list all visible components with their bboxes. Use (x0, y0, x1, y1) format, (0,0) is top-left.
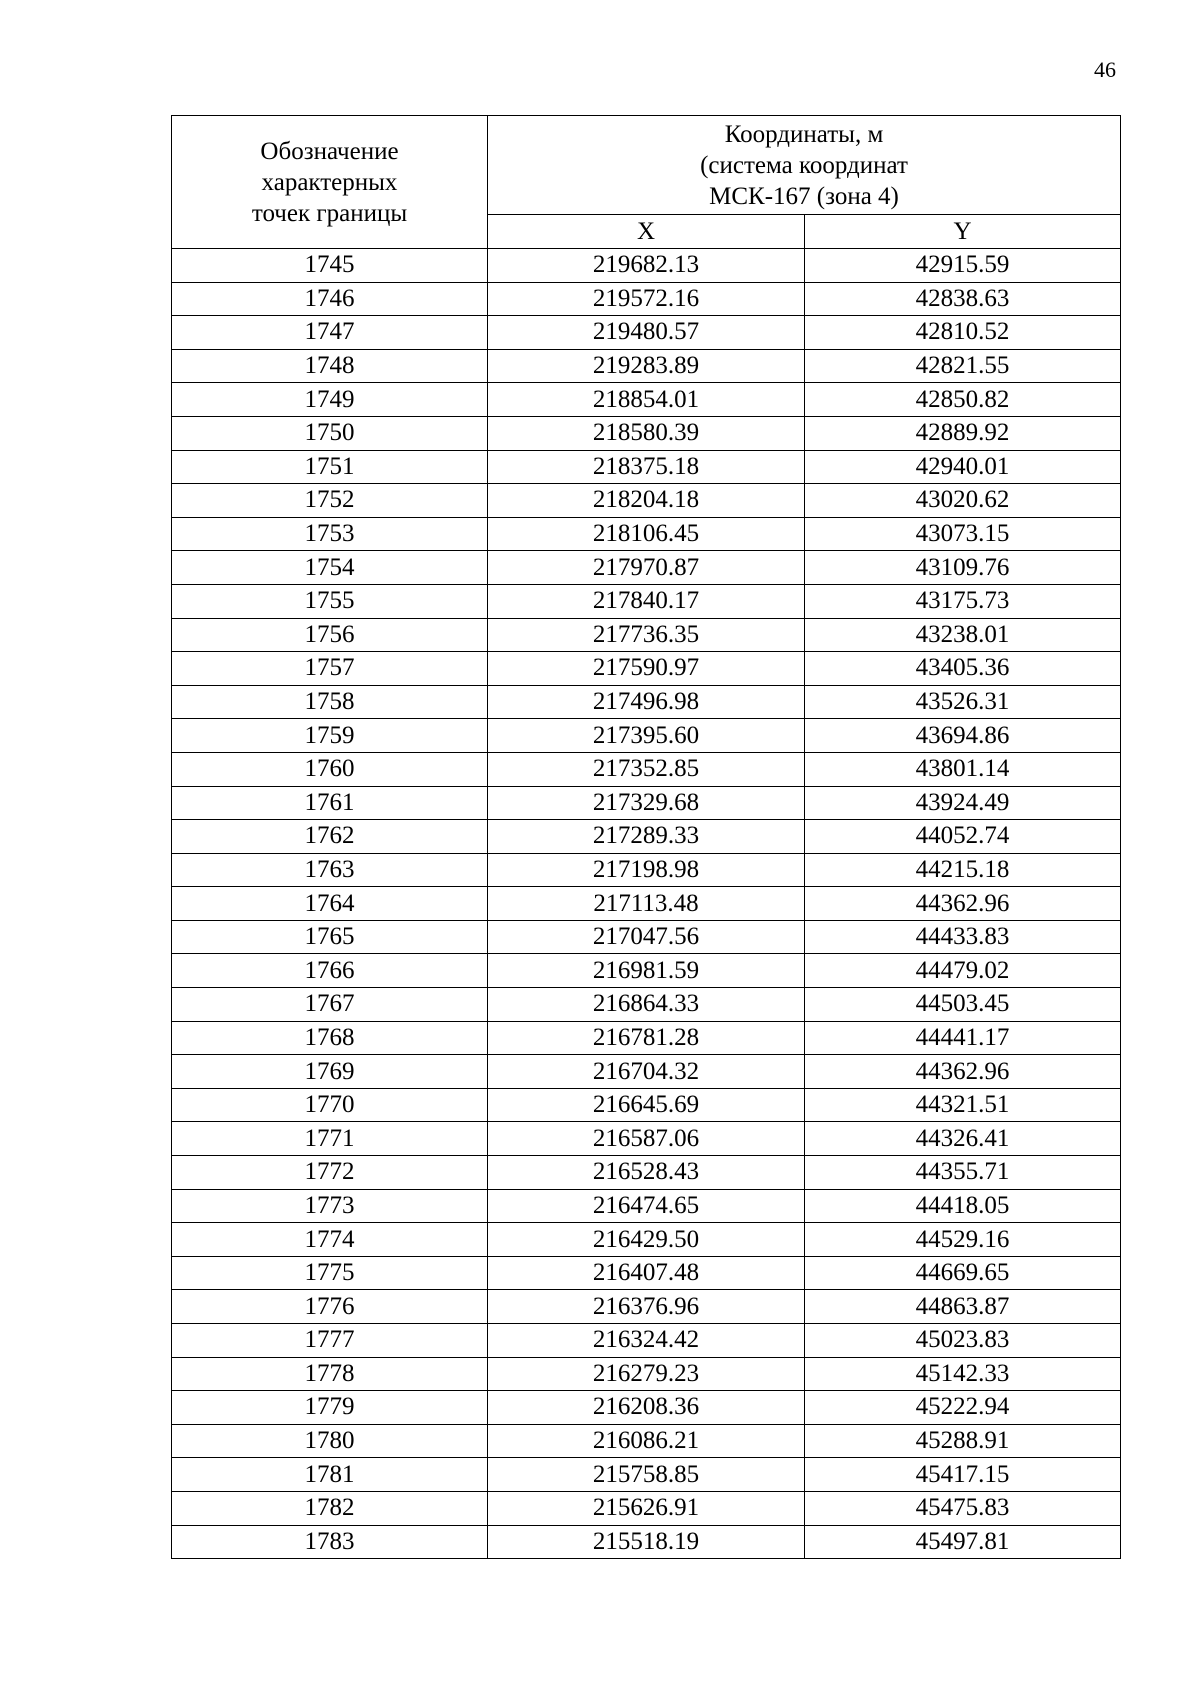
table-row (172, 988, 1121, 1022)
point-id-cell: 1746 (172, 282, 488, 316)
point-id-cell: 1767 (172, 988, 488, 1022)
point-id-cell: 1764 (172, 887, 488, 921)
x-coordinate-cell: 218204.18 (488, 484, 805, 518)
x-column-header: X (488, 215, 805, 249)
table-row (172, 1424, 1121, 1458)
point-id-cell: 1776 (172, 1290, 488, 1324)
x-coordinate-cell: 219572.16 (488, 282, 805, 316)
x-coordinate-cell: 217113.48 (488, 887, 805, 921)
point-id-cell: 1759 (172, 719, 488, 753)
y-coordinate-cell: 45475.83 (805, 1491, 1121, 1525)
y-coordinate-cell: 44321.51 (805, 1088, 1121, 1122)
x-coordinate-cell: 216429.50 (488, 1223, 805, 1257)
table-row (172, 1055, 1121, 1089)
y-coordinate-cell: 42821.55 (805, 349, 1121, 383)
table-row (172, 954, 1121, 988)
y-coordinate-cell: 44052.74 (805, 820, 1121, 854)
y-coordinate-cell: 43238.01 (805, 618, 1121, 652)
y-coordinate-cell: 45497.81 (805, 1525, 1121, 1559)
point-header-line: Обозначение (260, 137, 399, 165)
point-id-cell: 1747 (172, 316, 488, 350)
point-id-cell: 1769 (172, 1055, 488, 1089)
y-coordinate-cell: 42915.59 (805, 249, 1121, 283)
x-coordinate-cell: 216781.28 (488, 1021, 805, 1055)
x-coordinate-cell: 216279.23 (488, 1357, 805, 1391)
table-row (172, 1088, 1121, 1122)
point-id-cell: 1781 (172, 1458, 488, 1492)
x-coordinate-cell: 216208.36 (488, 1391, 805, 1425)
x-coordinate-cell: 219682.13 (488, 249, 805, 283)
y-coordinate-cell: 43694.86 (805, 719, 1121, 753)
x-coordinate-cell: 216407.48 (488, 1256, 805, 1290)
x-coordinate-cell: 216864.33 (488, 988, 805, 1022)
point-id-cell: 1758 (172, 685, 488, 719)
y-coordinate-cell: 45222.94 (805, 1391, 1121, 1425)
point-id-cell: 1748 (172, 349, 488, 383)
y-coordinate-cell: 45023.83 (805, 1324, 1121, 1358)
table-row (172, 1223, 1121, 1257)
table-row (172, 1189, 1121, 1223)
point-id-cell: 1752 (172, 484, 488, 518)
y-coordinate-cell: 45142.33 (805, 1357, 1121, 1391)
x-coordinate-cell: 216587.06 (488, 1122, 805, 1156)
point-id-cell: 1772 (172, 1156, 488, 1190)
y-coordinate-cell: 42838.63 (805, 282, 1121, 316)
y-coordinate-cell: 43020.62 (805, 484, 1121, 518)
x-coordinate-cell: 216474.65 (488, 1189, 805, 1223)
point-id-cell: 1745 (172, 249, 488, 283)
x-coordinate-cell: 216645.69 (488, 1088, 805, 1122)
y-coordinate-cell: 42889.92 (805, 416, 1121, 450)
x-coordinate-cell: 215758.85 (488, 1458, 805, 1492)
table-row (172, 853, 1121, 887)
point-id-cell: 1778 (172, 1357, 488, 1391)
table-row (172, 887, 1121, 921)
x-coordinate-cell: 217736.35 (488, 618, 805, 652)
point-id-cell: 1771 (172, 1122, 488, 1156)
y-coordinate-cell: 44418.05 (805, 1189, 1121, 1223)
table-row (172, 282, 1121, 316)
x-coordinate-cell: 218854.01 (488, 383, 805, 417)
point-id-cell: 1753 (172, 517, 488, 551)
table-row (172, 584, 1121, 618)
y-coordinate-cell: 44215.18 (805, 853, 1121, 887)
table-row (172, 1324, 1121, 1358)
x-coordinate-cell: 219480.57 (488, 316, 805, 350)
coordinates-header-line: (система координат (700, 151, 908, 179)
x-coordinate-cell: 215626.91 (488, 1491, 805, 1525)
point-id-cell: 1755 (172, 584, 488, 618)
table-row (172, 786, 1121, 820)
table-row (172, 1290, 1121, 1324)
y-coordinate-cell: 44355.71 (805, 1156, 1121, 1190)
y-coordinate-cell: 45288.91 (805, 1424, 1121, 1458)
table-row (172, 1122, 1121, 1156)
y-coordinate-cell: 44362.96 (805, 887, 1121, 921)
point-id-cell: 1768 (172, 1021, 488, 1055)
table-row (172, 1156, 1121, 1190)
point-id-cell: 1760 (172, 752, 488, 786)
point-header-line: точек границы (251, 199, 408, 227)
point-id-cell: 1766 (172, 954, 488, 988)
x-coordinate-cell: 216981.59 (488, 954, 805, 988)
table-row (172, 349, 1121, 383)
x-coordinate-cell: 216528.43 (488, 1156, 805, 1190)
point-header-line: характерных (261, 168, 398, 196)
table-row (172, 752, 1121, 786)
table-row (172, 920, 1121, 954)
point-id-cell: 1751 (172, 450, 488, 484)
table-row (172, 685, 1121, 719)
table-row (172, 719, 1121, 753)
table-row (172, 316, 1121, 350)
point-id-cell: 1773 (172, 1189, 488, 1223)
x-coordinate-cell: 218580.39 (488, 416, 805, 450)
table-row (172, 652, 1121, 686)
x-coordinate-cell: 217329.68 (488, 786, 805, 820)
point-id-cell: 1754 (172, 551, 488, 585)
x-coordinate-cell: 215518.19 (488, 1525, 805, 1559)
x-coordinate-cell: 217395.60 (488, 719, 805, 753)
x-coordinate-cell: 216086.21 (488, 1424, 805, 1458)
boundary-coordinates-table (171, 115, 1121, 1559)
point-id-cell: 1765 (172, 920, 488, 954)
point-id-cell: 1775 (172, 1256, 488, 1290)
point-id-cell: 1782 (172, 1491, 488, 1525)
point-id-cell: 1761 (172, 786, 488, 820)
y-coordinate-cell: 42940.01 (805, 450, 1121, 484)
x-coordinate-cell: 217496.98 (488, 685, 805, 719)
table-row (172, 416, 1121, 450)
table-row (172, 820, 1121, 854)
y-coordinate-cell: 44479.02 (805, 954, 1121, 988)
table-row (172, 1525, 1121, 1559)
x-coordinate-cell: 217352.85 (488, 752, 805, 786)
point-id-cell: 1783 (172, 1525, 488, 1559)
x-coordinate-cell: 216324.42 (488, 1324, 805, 1358)
y-coordinate-cell: 42850.82 (805, 383, 1121, 417)
point-id-cell: 1762 (172, 820, 488, 854)
table-header (172, 116, 1121, 249)
table-body (172, 249, 1121, 1559)
table-row (172, 484, 1121, 518)
x-coordinate-cell: 217970.87 (488, 551, 805, 585)
y-coordinate-cell: 44863.87 (805, 1290, 1121, 1324)
table-row (172, 1357, 1121, 1391)
x-coordinate-cell: 218375.18 (488, 450, 805, 484)
coordinates-header-line: Координаты, м (724, 120, 884, 148)
point-id-cell: 1757 (172, 652, 488, 686)
x-coordinate-cell: 217198.98 (488, 853, 805, 887)
x-coordinate-cell: 217590.97 (488, 652, 805, 686)
x-coordinate-cell: 219283.89 (488, 349, 805, 383)
table-row (172, 551, 1121, 585)
y-coordinate-cell: 44503.45 (805, 988, 1121, 1022)
point-id-cell: 1780 (172, 1424, 488, 1458)
y-coordinate-cell: 42810.52 (805, 316, 1121, 350)
y-column-header: Y (805, 215, 1121, 249)
point-id-cell: 1749 (172, 383, 488, 417)
table-row (172, 1491, 1121, 1525)
coordinates-header (488, 116, 1121, 215)
y-coordinate-cell: 44441.17 (805, 1021, 1121, 1055)
point-id-cell: 1770 (172, 1088, 488, 1122)
point-designation-header (172, 116, 488, 249)
y-coordinate-cell: 43801.14 (805, 752, 1121, 786)
point-id-cell: 1777 (172, 1324, 488, 1358)
table-row (172, 450, 1121, 484)
y-coordinate-cell: 44669.65 (805, 1256, 1121, 1290)
table-row (172, 517, 1121, 551)
y-coordinate-cell: 43175.73 (805, 584, 1121, 618)
point-id-cell: 1756 (172, 618, 488, 652)
y-coordinate-cell: 43073.15 (805, 517, 1121, 551)
table-row (172, 1458, 1121, 1492)
point-id-cell: 1774 (172, 1223, 488, 1257)
x-coordinate-cell: 217047.56 (488, 920, 805, 954)
table-row (172, 618, 1121, 652)
y-coordinate-cell: 43924.49 (805, 786, 1121, 820)
point-id-cell: 1763 (172, 853, 488, 887)
y-coordinate-cell: 43526.31 (805, 685, 1121, 719)
y-coordinate-cell: 43109.76 (805, 551, 1121, 585)
x-coordinate-cell: 216704.32 (488, 1055, 805, 1089)
point-id-cell: 1779 (172, 1391, 488, 1425)
table-row (172, 383, 1121, 417)
table-row (172, 1021, 1121, 1055)
table-row (172, 1391, 1121, 1425)
table-row (172, 1256, 1121, 1290)
x-coordinate-cell: 217289.33 (488, 820, 805, 854)
y-coordinate-cell: 44529.16 (805, 1223, 1121, 1257)
y-coordinate-cell: 44326.41 (805, 1122, 1121, 1156)
y-coordinate-cell: 44433.83 (805, 920, 1121, 954)
page-number: 46 (1094, 57, 1116, 82)
y-coordinate-cell: 44362.96 (805, 1055, 1121, 1089)
x-coordinate-cell: 216376.96 (488, 1290, 805, 1324)
point-id-cell: 1750 (172, 416, 488, 450)
y-coordinate-cell: 43405.36 (805, 652, 1121, 686)
table-row (172, 249, 1121, 283)
x-coordinate-cell: 218106.45 (488, 517, 805, 551)
coordinates-header-line: МСК-167 (зона 4) (709, 182, 899, 210)
x-coordinate-cell: 217840.17 (488, 584, 805, 618)
y-coordinate-cell: 45417.15 (805, 1458, 1121, 1492)
